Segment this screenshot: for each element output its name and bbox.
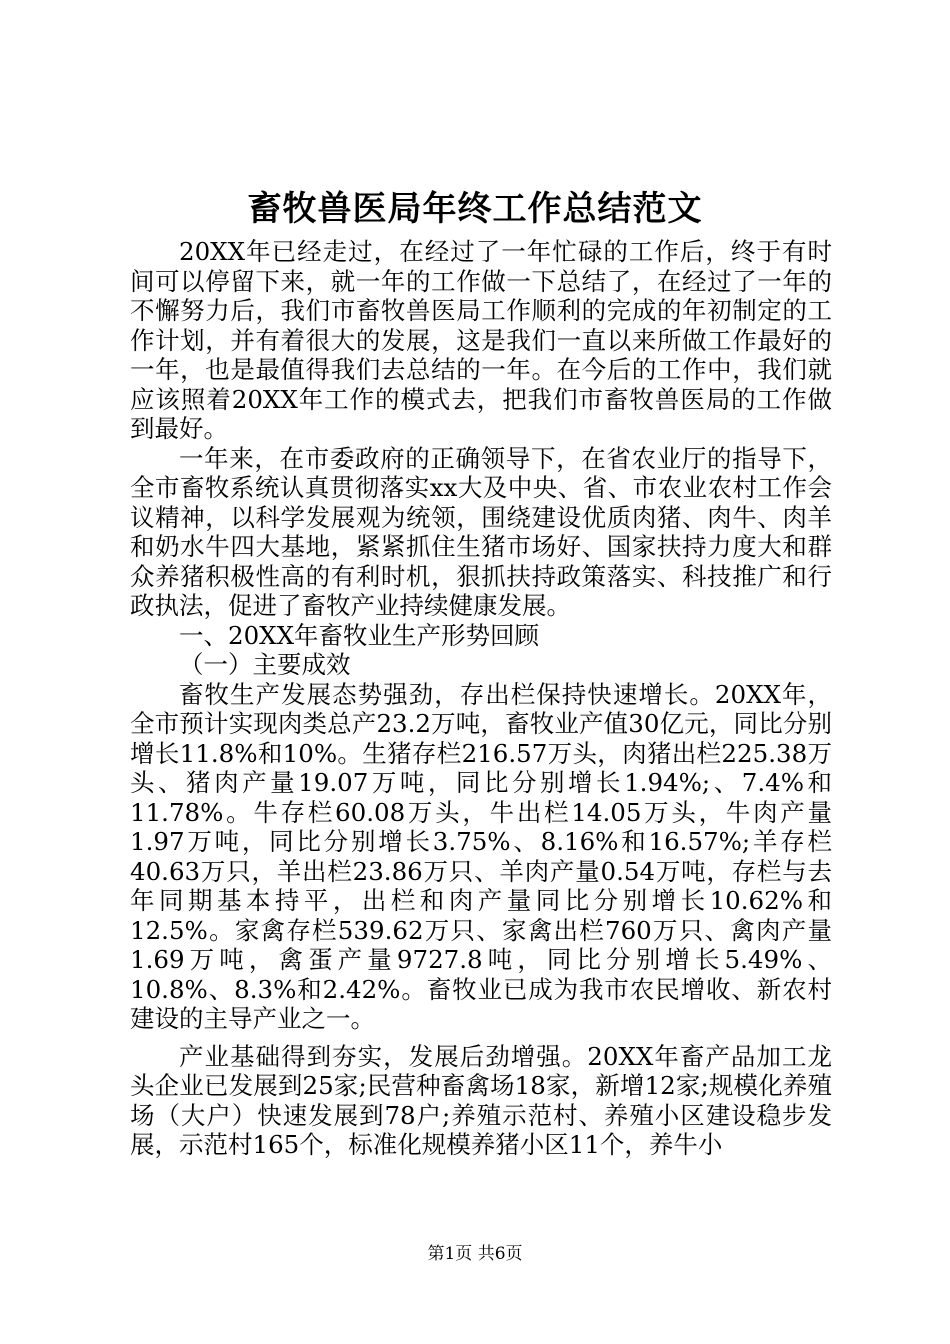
- paragraph: 畜牧生产发展态势强劲，存出栏保持快速增长。20XX年，全市预计实现肉类总产23.2万吨，畜牧业产值30亿元，同比分别增长11.8%和10%。生猪存栏216.57万头，肉猪出栏225.38万头、猪肉产量19.07万吨，同比分别增长1.94%;、7.4%和11.78%。牛存栏60.08万头，牛出栏14.05万头，牛肉产量1.97万吨，同比分别增长3.75%、8.16%和16.57%;羊存栏40.63万只，羊出栏23.86万只、羊肉产量0.54万吨，存栏与去年同期基本持平，出栏和肉产量同比分别增长10.62%和12.5%。家禽存栏539.62万只、家禽出栏760万只、禽肉产量1.69万吨，禽蛋产量9727.8吨，同比分别增长5.49%、10.8%、8.3%和2.42%。畜牧业已成为我市农民增收、新农村建设的主导产业之一。: [130, 679, 832, 1033]
- page-number-footer: 第1页 共6页: [427, 1244, 523, 1264]
- document-body: [130, 237, 832, 1160]
- paragraph: 产业基础得到夯实，发展后劲增强。20XX年畜产品加工龙头企业已发展到25家;民营种畜禽场18家，新增12家;规模化养殖场（大户）快速发展到78户;养殖示范村、养殖小区建设稳步发展，示范村165个，标准化规模养猪小区11个，养牛小: [130, 1041, 832, 1159]
- paragraph: 20XX年已经走过，在经过了一年忙碌的工作后，终于有时间可以停留下来，就一年的工作做一下总结了，在经过了一年的不懈努力后，我们市畜牧兽医局工作顺利的完成的年初制定的工作计划，并有着很大的发展，这是我们一直以来所做工作最好的一年，也是最值得我们去总结的一年。在今后的工作中，我们就应该照着20XX年工作的模式去，把我们市畜牧兽医局的工作做到最好。: [130, 237, 832, 443]
- paragraph: 一年来，在市委政府的正确领导下，在省农业厅的指导下，全市畜牧系统认真贯彻落实xx大及中央、省、市农业农村工作会议精神，以科学发展观为统领，围绕建设优质肉猪、肉牛、肉羊和奶水牛四大基地，紧紧抓住生猪市场好、国家扶持力度大和群众养猪积极性高的有利时机，狠抓扶持政策落实、科技推广和行政执法，促进了畜牧产业持续健康发展。: [130, 443, 832, 620]
- subsection-heading: （一）主要成效: [179, 650, 351, 679]
- document-title: 畜牧兽医局年终工作总结范文: [247, 189, 703, 229]
- section-heading: 一、20XX年畜牧业生产形势回顾: [179, 620, 540, 650]
